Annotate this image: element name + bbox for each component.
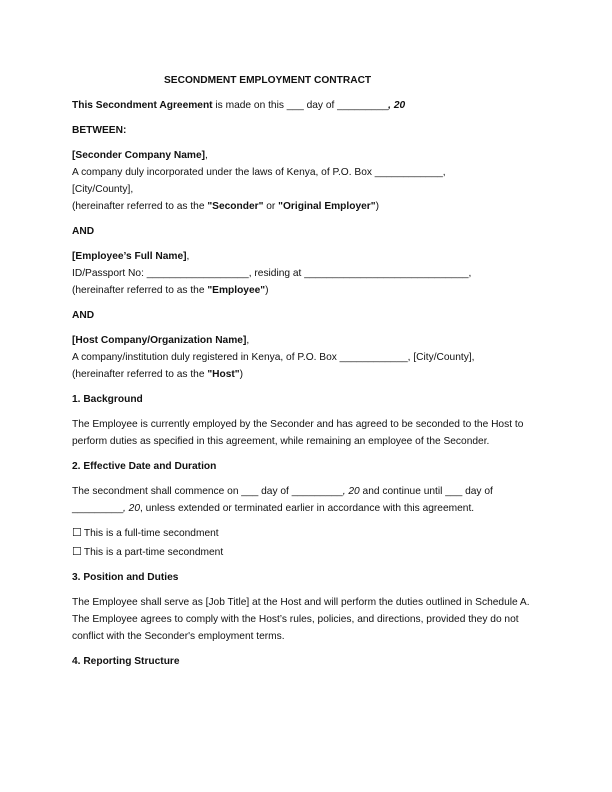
section-3-duties: The Employee shall serve as [Job Title] at the Host and will perform the duties outlined in Schedule A.	[72, 597, 530, 608]
section-4-heading: 4. Reporting Structure	[72, 656, 180, 667]
fulltime-checkbox-icon[interactable]: ☐	[72, 527, 82, 539]
employee-name: [Employee’s Full Name]	[72, 251, 187, 262]
section-1-heading: 1. Background	[72, 394, 143, 405]
seconder-block	[72, 147, 540, 215]
fulltime-option[interactable]	[72, 525, 540, 542]
employee-block	[72, 248, 540, 299]
intro-year: , 20	[388, 100, 406, 111]
contract-page	[72, 72, 540, 678]
intro-bold: This Secondment Agreement	[72, 100, 213, 111]
intro-rest: is made on this ___ day of _________	[212, 100, 389, 111]
seconder-ref-post: )	[375, 201, 379, 212]
host-comma: ,	[246, 335, 250, 346]
section-2-heading: 2. Effective Date and Duration	[72, 461, 217, 472]
seconder-ref-term2: "Original Employer"	[278, 201, 376, 212]
seconder-city: [City/County],	[72, 184, 134, 195]
fulltime-label: This is a full-time secondment	[83, 528, 219, 539]
duration-terms: , unless extended or terminated earlier in accordance with this agreement.	[140, 503, 475, 514]
document-title: SECONDMENT EMPLOYMENT CONTRACT	[164, 75, 372, 86]
duration-until: and continue until ___ day of	[359, 486, 493, 497]
duration-start: The secondment shall commence on ___ day of _________	[72, 486, 343, 497]
employee-ref-term: "Employee"	[207, 285, 266, 296]
parttime-option[interactable]	[72, 544, 540, 561]
section-2-duration	[72, 483, 540, 517]
section-3-heading: 3. Position and Duties	[72, 572, 179, 583]
employee-ref-post: )	[265, 285, 269, 296]
section-1-text: The Employee is currently employed by the Seconder and has agreed to be seconded to the Host to perform duties as specified in this agreement, while remaining an employee of the Seconder.	[72, 419, 524, 447]
seconder-name: [Seconder Company Name]	[72, 150, 206, 161]
host-ref-term: "Host"	[207, 369, 240, 380]
employee-comma: ,	[186, 251, 190, 262]
section-3-compliance: The Employee agrees to comply with the Host’s rules, policies, and directions, provided they do not conflict with the Seconder's employment terms.	[72, 614, 519, 642]
between-label: BETWEEN:	[72, 125, 127, 136]
duration-start-year: , 20	[342, 486, 360, 497]
seconder-ref-mid: or	[263, 201, 279, 212]
seconder-comma: ,	[205, 150, 208, 161]
seconder-ref-term1: "Seconder"	[207, 201, 264, 212]
employee-id-line: ID/Passport No: __________________, residing at _____________________________,	[72, 268, 472, 279]
host-block	[72, 332, 540, 383]
parttime-checkbox-icon[interactable]: ☐	[72, 546, 82, 558]
host-ref-post: )	[239, 369, 244, 380]
duration-end-year: , 20	[123, 503, 140, 514]
intro-paragraph	[72, 97, 540, 114]
and-label-1: AND	[72, 226, 95, 237]
host-name: [Host Company/Organization Name]	[72, 335, 247, 346]
seconder-ref-pre: (hereinafter referred to as the	[72, 201, 208, 212]
employee-ref-pre: (hereinafter referred to as the	[72, 285, 208, 296]
parttime-label: This is a part-time secondment	[83, 547, 224, 558]
duration-end-blank: _________	[72, 503, 123, 514]
host-address: A company/institution duly registered in Kenya, of P.O. Box ____________, [City/County],	[72, 352, 475, 363]
host-ref-pre: (hereinafter referred to as the	[72, 369, 208, 380]
section-3-text	[72, 594, 540, 645]
and-label-2: AND	[72, 310, 95, 321]
seconder-address: A company duly incorporated under the laws of Kenya, of P.O. Box ____________,	[72, 167, 446, 178]
